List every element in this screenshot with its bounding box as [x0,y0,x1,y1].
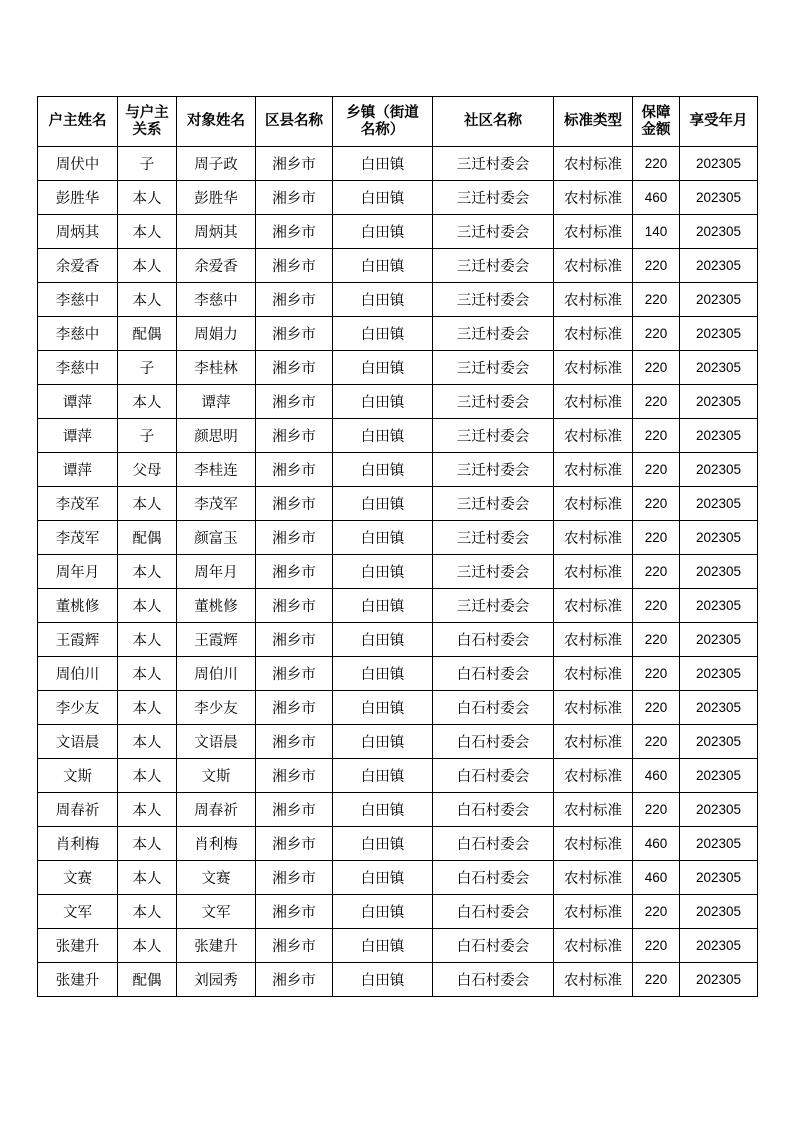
cell-household-head: 李慈中 [38,351,118,385]
cell-community: 三迁村委会 [433,283,554,317]
cell-township: 白田镇 [333,419,433,453]
cell-standard-type: 农村标准 [554,351,633,385]
cell-amount: 220 [633,283,680,317]
assistance-table [37,96,758,997]
header-cell-household-head: 户主姓名 [38,97,118,147]
cell-standard-type: 农村标准 [554,793,633,827]
cell-relationship: 本人 [118,929,177,963]
cell-relationship: 本人 [118,215,177,249]
table-row [38,589,758,623]
cell-county: 湘乡市 [256,181,333,215]
cell-relationship: 本人 [118,385,177,419]
cell-county: 湘乡市 [256,521,333,555]
cell-county: 湘乡市 [256,895,333,929]
cell-county: 湘乡市 [256,861,333,895]
cell-period: 202305 [680,215,758,249]
cell-township: 白田镇 [333,827,433,861]
table-row [38,215,758,249]
cell-recipient-name: 董桃修 [177,589,256,623]
cell-period: 202305 [680,793,758,827]
cell-amount: 220 [633,589,680,623]
cell-amount: 220 [633,657,680,691]
cell-community: 三迁村委会 [433,589,554,623]
cell-recipient-name: 余爱香 [177,249,256,283]
cell-period: 202305 [680,249,758,283]
table-header [38,97,758,147]
cell-community: 白石村委会 [433,827,554,861]
cell-period: 202305 [680,317,758,351]
cell-community: 白石村委会 [433,963,554,997]
cell-county: 湘乡市 [256,419,333,453]
cell-household-head: 李茂军 [38,487,118,521]
cell-standard-type: 农村标准 [554,181,633,215]
cell-relationship: 本人 [118,249,177,283]
cell-county: 湘乡市 [256,589,333,623]
cell-recipient-name: 周娟力 [177,317,256,351]
table-row [38,555,758,589]
cell-standard-type: 农村标准 [554,623,633,657]
cell-amount: 220 [633,249,680,283]
cell-household-head: 谭萍 [38,385,118,419]
cell-standard-type: 农村标准 [554,317,633,351]
cell-recipient-name: 周子政 [177,147,256,181]
cell-relationship: 本人 [118,181,177,215]
cell-amount: 220 [633,623,680,657]
cell-township: 白田镇 [333,181,433,215]
cell-community: 三迁村委会 [433,453,554,487]
cell-household-head: 周春祈 [38,793,118,827]
cell-amount: 220 [633,555,680,589]
cell-relationship: 本人 [118,827,177,861]
cell-community: 三迁村委会 [433,555,554,589]
cell-household-head: 李茂军 [38,521,118,555]
cell-county: 湘乡市 [256,351,333,385]
cell-relationship: 本人 [118,657,177,691]
cell-period: 202305 [680,963,758,997]
cell-household-head: 彭胜华 [38,181,118,215]
cell-household-head: 周年月 [38,555,118,589]
header-cell-county: 区县名称 [256,97,333,147]
cell-recipient-name: 周炳其 [177,215,256,249]
cell-standard-type: 农村标准 [554,827,633,861]
cell-township: 白田镇 [333,759,433,793]
cell-standard-type: 农村标准 [554,385,633,419]
cell-standard-type: 农村标准 [554,657,633,691]
cell-community: 三迁村委会 [433,147,554,181]
cell-household-head: 周炳其 [38,215,118,249]
cell-standard-type: 农村标准 [554,861,633,895]
cell-township: 白田镇 [333,487,433,521]
cell-amount: 220 [633,895,680,929]
cell-community: 白石村委会 [433,895,554,929]
cell-amount: 140 [633,215,680,249]
cell-county: 湘乡市 [256,759,333,793]
table-row [38,827,758,861]
cell-township: 白田镇 [333,385,433,419]
cell-period: 202305 [680,827,758,861]
cell-household-head: 王霞辉 [38,623,118,657]
cell-household-head: 文赛 [38,861,118,895]
table-row [38,895,758,929]
cell-standard-type: 农村标准 [554,147,633,181]
cell-household-head: 周伏中 [38,147,118,181]
table-row [38,793,758,827]
cell-standard-type: 农村标准 [554,589,633,623]
cell-community: 白石村委会 [433,793,554,827]
cell-county: 湘乡市 [256,283,333,317]
cell-period: 202305 [680,385,758,419]
cell-township: 白田镇 [333,589,433,623]
cell-recipient-name: 李茂军 [177,487,256,521]
cell-county: 湘乡市 [256,215,333,249]
cell-recipient-name: 张建升 [177,929,256,963]
table-row [38,521,758,555]
cell-household-head: 文语晨 [38,725,118,759]
cell-period: 202305 [680,453,758,487]
cell-community: 三迁村委会 [433,351,554,385]
cell-county: 湘乡市 [256,555,333,589]
cell-recipient-name: 李桂连 [177,453,256,487]
cell-community: 白石村委会 [433,759,554,793]
cell-standard-type: 农村标准 [554,249,633,283]
table-row [38,385,758,419]
cell-period: 202305 [680,657,758,691]
cell-recipient-name: 文军 [177,895,256,929]
table-row [38,929,758,963]
cell-relationship: 本人 [118,759,177,793]
table-row [38,317,758,351]
cell-household-head: 谭萍 [38,453,118,487]
table-row [38,249,758,283]
cell-township: 白田镇 [333,283,433,317]
cell-relationship: 本人 [118,861,177,895]
cell-relationship: 配偶 [118,521,177,555]
header-cell-period: 享受年月 [680,97,758,147]
cell-amount: 460 [633,861,680,895]
cell-recipient-name: 李桂林 [177,351,256,385]
cell-relationship: 本人 [118,555,177,589]
cell-county: 湘乡市 [256,249,333,283]
cell-township: 白田镇 [333,521,433,555]
cell-amount: 220 [633,963,680,997]
cell-household-head: 文斯 [38,759,118,793]
cell-household-head: 文军 [38,895,118,929]
cell-county: 湘乡市 [256,623,333,657]
cell-county: 湘乡市 [256,963,333,997]
cell-county: 湘乡市 [256,793,333,827]
table-row [38,147,758,181]
cell-recipient-name: 文语晨 [177,725,256,759]
cell-period: 202305 [680,147,758,181]
cell-amount: 220 [633,147,680,181]
cell-household-head: 周伯川 [38,657,118,691]
table-row [38,419,758,453]
cell-township: 白田镇 [333,691,433,725]
cell-recipient-name: 周年月 [177,555,256,589]
cell-township: 白田镇 [333,929,433,963]
header-cell-township: 乡镇（街道名称） [333,97,433,147]
cell-community: 白石村委会 [433,725,554,759]
cell-period: 202305 [680,895,758,929]
cell-community: 三迁村委会 [433,249,554,283]
cell-amount: 220 [633,419,680,453]
cell-relationship: 子 [118,419,177,453]
table-row [38,725,758,759]
header-row [38,97,758,147]
cell-recipient-name: 彭胜华 [177,181,256,215]
cell-period: 202305 [680,555,758,589]
cell-community: 三迁村委会 [433,521,554,555]
cell-amount: 460 [633,181,680,215]
cell-period: 202305 [680,283,758,317]
cell-recipient-name: 谭萍 [177,385,256,419]
header-cell-standard-type: 标准类型 [554,97,633,147]
cell-relationship: 本人 [118,283,177,317]
cell-relationship: 本人 [118,589,177,623]
table-row [38,623,758,657]
cell-recipient-name: 王霞辉 [177,623,256,657]
cell-community: 白石村委会 [433,929,554,963]
cell-relationship: 本人 [118,895,177,929]
assistance-table-container [37,96,757,997]
cell-household-head: 肖利梅 [38,827,118,861]
cell-township: 白田镇 [333,963,433,997]
cell-amount: 220 [633,691,680,725]
cell-community: 白石村委会 [433,623,554,657]
cell-amount: 220 [633,521,680,555]
header-cell-recipient-name: 对象姓名 [177,97,256,147]
table-body [38,147,758,997]
cell-community: 三迁村委会 [433,181,554,215]
cell-amount: 460 [633,759,680,793]
table-row [38,963,758,997]
table-row [38,691,758,725]
table-row [38,453,758,487]
cell-household-head: 余爱香 [38,249,118,283]
cell-period: 202305 [680,419,758,453]
cell-amount: 220 [633,487,680,521]
cell-township: 白田镇 [333,861,433,895]
cell-household-head: 李慈中 [38,317,118,351]
header-cell-community: 社区名称 [433,97,554,147]
cell-amount: 220 [633,793,680,827]
cell-township: 白田镇 [333,351,433,385]
cell-township: 白田镇 [333,317,433,351]
cell-recipient-name: 周春祈 [177,793,256,827]
cell-standard-type: 农村标准 [554,419,633,453]
cell-period: 202305 [680,589,758,623]
cell-township: 白田镇 [333,453,433,487]
cell-county: 湘乡市 [256,385,333,419]
cell-township: 白田镇 [333,147,433,181]
cell-amount: 220 [633,725,680,759]
cell-township: 白田镇 [333,793,433,827]
cell-community: 白石村委会 [433,861,554,895]
cell-township: 白田镇 [333,895,433,929]
cell-amount: 220 [633,385,680,419]
cell-relationship: 本人 [118,793,177,827]
cell-amount: 220 [633,351,680,385]
cell-standard-type: 农村标准 [554,283,633,317]
cell-standard-type: 农村标准 [554,521,633,555]
cell-relationship: 子 [118,351,177,385]
cell-standard-type: 农村标准 [554,929,633,963]
header-cell-amount: 保障金额 [633,97,680,147]
cell-county: 湘乡市 [256,691,333,725]
cell-amount: 460 [633,827,680,861]
cell-county: 湘乡市 [256,657,333,691]
cell-period: 202305 [680,487,758,521]
cell-recipient-name: 颜富玉 [177,521,256,555]
cell-period: 202305 [680,929,758,963]
cell-standard-type: 农村标准 [554,453,633,487]
cell-township: 白田镇 [333,215,433,249]
cell-relationship: 本人 [118,725,177,759]
cell-household-head: 李少友 [38,691,118,725]
cell-household-head: 张建升 [38,963,118,997]
cell-standard-type: 农村标准 [554,725,633,759]
cell-standard-type: 农村标准 [554,215,633,249]
table-row [38,759,758,793]
cell-township: 白田镇 [333,623,433,657]
cell-relationship: 子 [118,147,177,181]
cell-period: 202305 [680,351,758,385]
cell-relationship: 本人 [118,691,177,725]
cell-recipient-name: 颜思明 [177,419,256,453]
cell-county: 湘乡市 [256,317,333,351]
cell-period: 202305 [680,861,758,895]
cell-relationship: 父母 [118,453,177,487]
cell-standard-type: 农村标准 [554,487,633,521]
cell-relationship: 配偶 [118,317,177,351]
cell-recipient-name: 周伯川 [177,657,256,691]
cell-period: 202305 [680,623,758,657]
cell-recipient-name: 李慈中 [177,283,256,317]
cell-community: 三迁村委会 [433,487,554,521]
cell-township: 白田镇 [333,725,433,759]
cell-standard-type: 农村标准 [554,691,633,725]
cell-township: 白田镇 [333,657,433,691]
cell-community: 三迁村委会 [433,419,554,453]
cell-recipient-name: 文赛 [177,861,256,895]
cell-relationship: 本人 [118,623,177,657]
cell-household-head: 李慈中 [38,283,118,317]
cell-relationship: 本人 [118,487,177,521]
cell-community: 白石村委会 [433,657,554,691]
cell-period: 202305 [680,691,758,725]
cell-standard-type: 农村标准 [554,555,633,589]
cell-relationship: 配偶 [118,963,177,997]
cell-amount: 220 [633,929,680,963]
header-cell-relationship: 与户主关系 [118,97,177,147]
cell-period: 202305 [680,759,758,793]
cell-county: 湘乡市 [256,929,333,963]
cell-standard-type: 农村标准 [554,963,633,997]
table-row [38,487,758,521]
cell-county: 湘乡市 [256,487,333,521]
table-row [38,181,758,215]
cell-county: 湘乡市 [256,147,333,181]
cell-county: 湘乡市 [256,725,333,759]
cell-amount: 220 [633,317,680,351]
cell-recipient-name: 刘园秀 [177,963,256,997]
cell-household-head: 张建升 [38,929,118,963]
cell-community: 白石村委会 [433,691,554,725]
cell-period: 202305 [680,725,758,759]
table-row [38,351,758,385]
table-row [38,861,758,895]
cell-household-head: 董桃修 [38,589,118,623]
cell-community: 三迁村委会 [433,385,554,419]
table-row [38,283,758,317]
cell-period: 202305 [680,521,758,555]
table-row [38,657,758,691]
cell-recipient-name: 李少友 [177,691,256,725]
cell-township: 白田镇 [333,555,433,589]
cell-standard-type: 农村标准 [554,759,633,793]
cell-community: 三迁村委会 [433,215,554,249]
cell-county: 湘乡市 [256,827,333,861]
cell-community: 三迁村委会 [433,317,554,351]
cell-county: 湘乡市 [256,453,333,487]
cell-recipient-name: 肖利梅 [177,827,256,861]
cell-period: 202305 [680,181,758,215]
cell-recipient-name: 文斯 [177,759,256,793]
cell-amount: 220 [633,453,680,487]
cell-township: 白田镇 [333,249,433,283]
cell-standard-type: 农村标准 [554,895,633,929]
cell-household-head: 谭萍 [38,419,118,453]
